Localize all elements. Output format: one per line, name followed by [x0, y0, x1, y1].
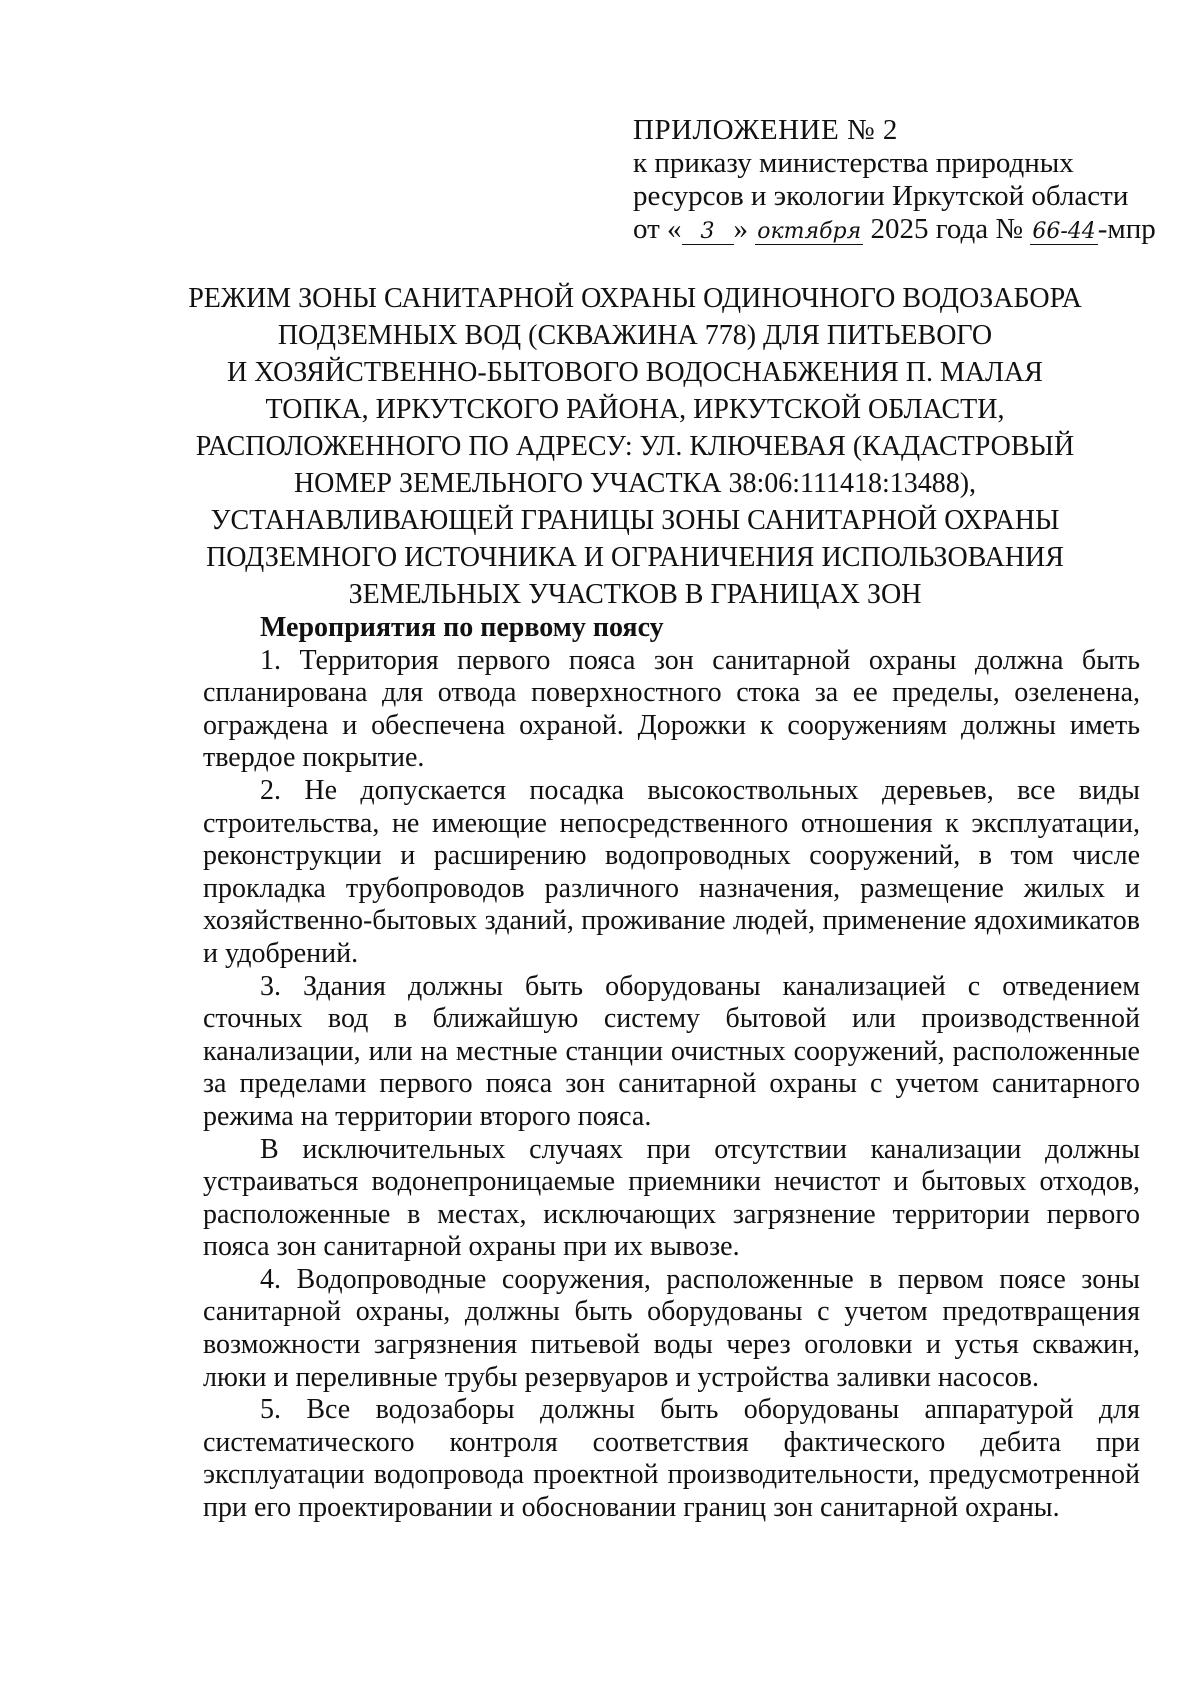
- appendix-date-line: [633, 213, 1156, 246]
- title-line: И ХОЗЯЙСТВЕННО-БЫТОВОГО ВОДОСНАБЖЕНИЯ П. МАЛАЯ: [227, 357, 1043, 388]
- paragraph: 3. Здания должны быть оборудованы канализацией с отведением сточных вод в ближайшую систему бытовой или производственной канализации, или на местные станции очистных сооружений, расположенные за пределами первого пояса зон санитарной охраны с учетом санитарного режима на территории второго пояса.: [203, 970, 1140, 1132]
- handwritten-month: октября: [757, 219, 862, 244]
- title-line: РАСПОЛОЖЕННОГО ПО АДРЕСУ: УЛ. КЛЮЧЕВАЯ (КАДАСТРОВЫЙ: [195, 431, 1075, 462]
- date-year: 2025 года №: [870, 213, 1024, 245]
- handwritten-day: 3: [682, 220, 734, 245]
- paragraph: 2. Не допускается посадка высокоствольных деревьев, все виды строительства, не имеющие непосредственного отношения к эксплуатации, реконструкции и расширению водопроводных сооружений, в том числе прокладка трубопроводов различного назначения, размещение жилых и хозяйственно-бытовых зданий, проживание людей, применение ядохимикатов и удобрений.: [203, 774, 1140, 969]
- appendix-header: [633, 114, 1156, 246]
- order-suffix: -мпр: [1097, 213, 1156, 245]
- title-line: НОМЕР ЗЕМЕЛЬНОГО УЧАСТКА 38:06:111418:13488),: [293, 468, 977, 499]
- title-line: ЗЕМЕЛЬНЫХ УЧАСТКОВ В ГРАНИЦАХ ЗОН: [348, 579, 922, 610]
- appendix-line-1: к приказу министерства природных: [633, 147, 1074, 179]
- title-line: ТОПКА, ИРКУТСКОГО РАЙОНА, ИРКУТСКОЙ ОБЛАСТИ,: [265, 394, 1005, 425]
- handwritten-order-number: 66-44: [1032, 219, 1096, 244]
- appendix-heading: ПРИЛОЖЕНИЕ № 2: [633, 114, 898, 146]
- date-mid: »: [733, 213, 749, 245]
- title-line: УСТАНАВЛИВАЮЩЕЙ ГРАНИЦЫ ЗОНЫ САНИТАРНОЙ ОХРАНЫ: [210, 505, 1060, 536]
- paragraph: 4. Водопроводные сооружения, расположенные в первом поясе зоны санитарной охраны, должны быть оборудованы с учетом предотвращения возможности загрязнения питьевой воды через оголовки и устья скважин, люки и переливные трубы резервуаров и устройства заливки насосов.: [203, 1263, 1140, 1393]
- date-prefix: от «: [633, 213, 682, 245]
- paragraph: В исключительных случаях при отсутствии канализации должны устраиваться водонепроницаемые приемники нечистот и бытовых отходов, расположенные в местах, исключающих загрязнение территории первого пояса зон санитарной охраны при их вывозе.: [203, 1133, 1140, 1263]
- section-heading: Мероприятия по первому поясу: [260, 612, 664, 643]
- paragraph: 1. Территория первого пояса зон санитарной охраны должна быть спланирована для отвода поверхностного стока за ее пределы, озеленена, ограждена и обеспечена охраной. Дорожки к сооружениям должны иметь твердое покрытие.: [203, 644, 1140, 774]
- paragraph: 5. Все водозаборы должны быть оборудованы аппаратурой для систематического контроля соответствия фактического дебита при эксплуатации водопровода проектной производительности, предусмотренной при его проектировании и обосновании границ зон санитарной охраны.: [203, 1394, 1140, 1524]
- document-title: [150, 280, 1120, 613]
- title-line: ПОДЗЕМНОГО ИСТОЧНИКА И ОГРАНИЧЕНИЯ ИСПОЛЬЗОВАНИЯ: [206, 542, 1064, 573]
- title-line: ПОДЗЕМНЫХ ВОД (СКВАЖИНА 778) ДЛЯ ПИТЬЕВОГО: [277, 320, 993, 351]
- appendix-line-2: ресурсов и экологии Иркутской области: [633, 180, 1129, 212]
- title-line: РЕЖИМ ЗОНЫ САНИТАРНОЙ ОХРАНЫ ОДИНОЧНОГО ВОДОЗАБОРА: [188, 283, 1082, 314]
- document-body: [203, 612, 1140, 1525]
